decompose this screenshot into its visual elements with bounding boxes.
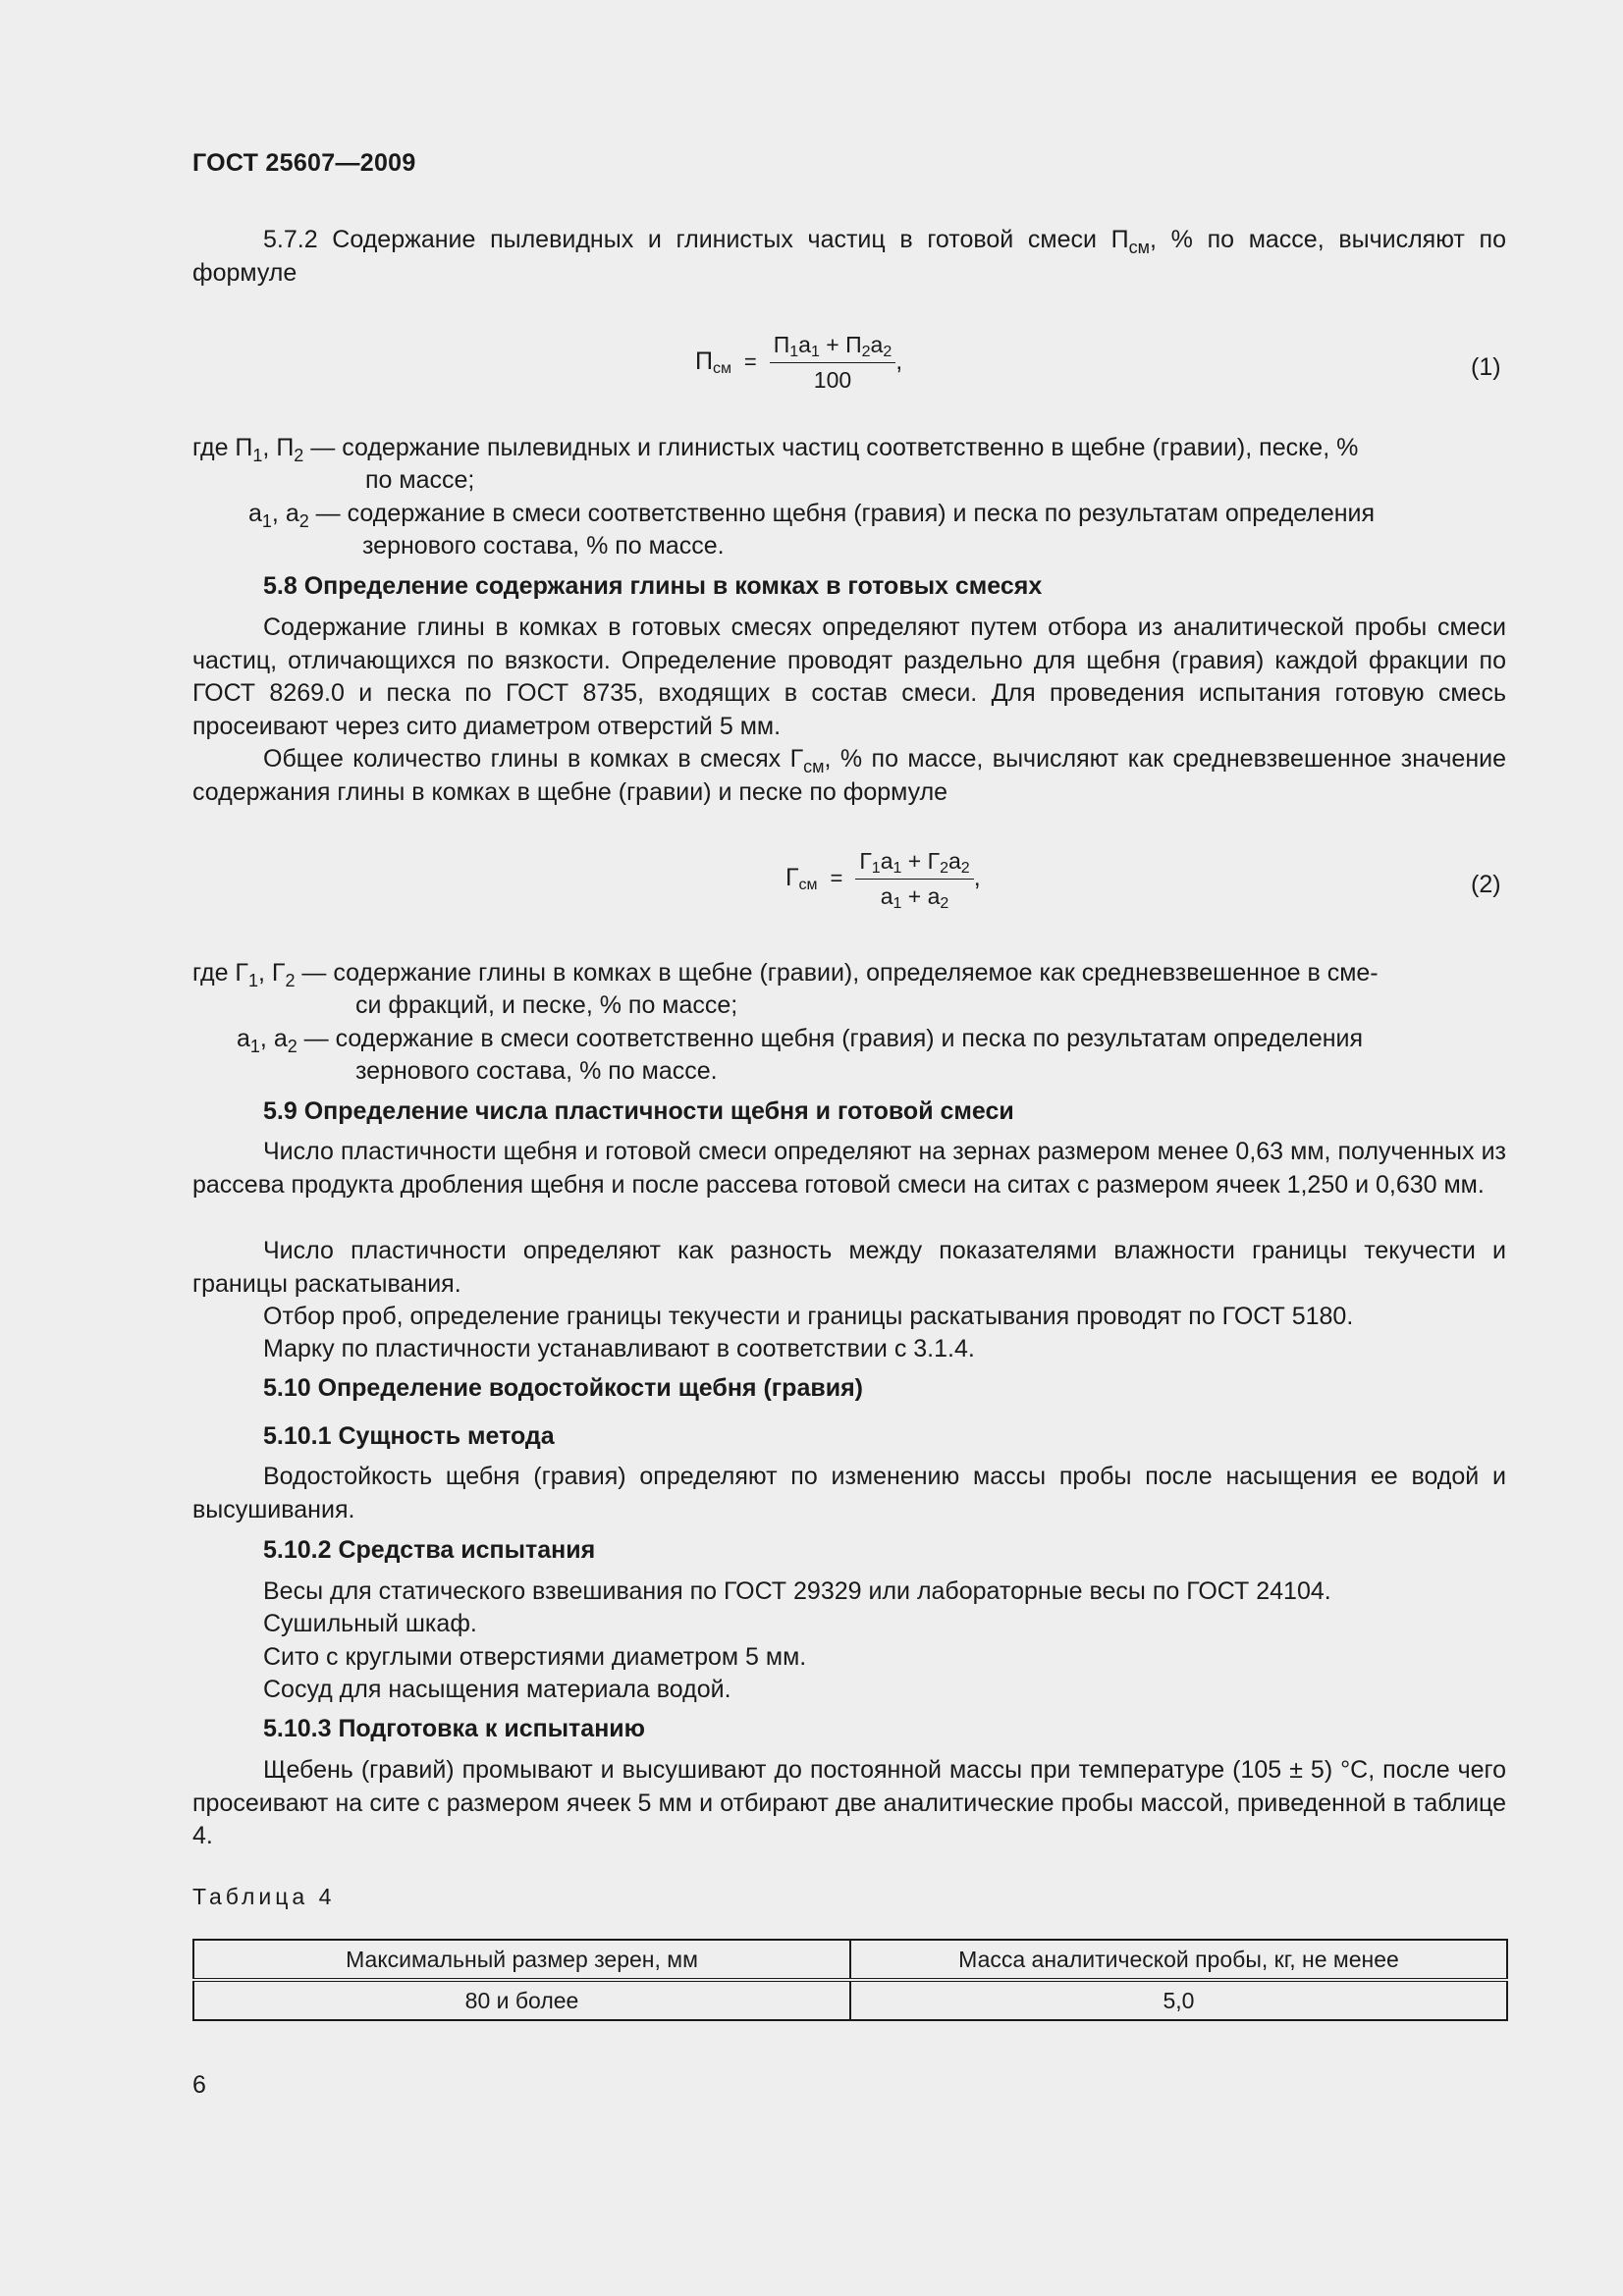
page-number: 6 (192, 2071, 206, 2099)
table-header-row (193, 1940, 1507, 1980)
paragraph-5-10-2-b: Сушильный шкаф. (263, 1610, 477, 1637)
where-1-line-2-cont: зернового состава, % по массе. (362, 532, 725, 560)
paragraph-5-9-3: Отбор проб, определение границы текучести и границы раскатывания проводят по ГОСТ 5180. (263, 1303, 1354, 1330)
heading-5-8: 5.8 Определение содержания глины в комках в готовых смесях (263, 572, 1043, 600)
table-row (193, 1980, 1507, 2020)
table-4 (192, 1939, 1508, 2021)
table-header-cell: Масса аналитической пробы, кг, не менее (850, 1940, 1507, 1980)
formula-1-fraction: $\frac{П_1а_1 + П_2а_2}{100}$ (770, 332, 896, 394)
where-2-line-2-cont: зернового состава, % по массе. (355, 1057, 718, 1085)
paragraph-5-9-4: Марку по пластичности устанавливают в соответствии с 3.1.4. (263, 1335, 975, 1362)
formula-1-number: (1) (1471, 353, 1501, 381)
where-2-line-1: где $Г_1$, $Г_2$ — содержание глины в комках в щебне (гравии), определяемое как средневзвешенное в сме- (192, 959, 1379, 990)
formula-2: $Г_{см}$ = $\frac{Г_1а_1 + Г_2а_2}{а_1 + а_2}$ , (785, 848, 981, 912)
paragraph-5-10-1: Водостойкость щебня (гравия) определяют по изменению массы пробы после насыщения ее водой и высушивания. (192, 1463, 1506, 1523)
heading-5-10: 5.10 Определение водостойкости щебня (гравия) (263, 1374, 864, 1402)
formula-2-number: (2) (1471, 871, 1501, 898)
paragraph-5-9-1: Число пластичности щебня и готовой смеси определяют на зернах размером менее 0,63 мм, полученных из рассева продукта дробления щебня и после рассева готовой смеси на ситах с размером ячеек 1,250 и 0,630 мм. (192, 1138, 1506, 1199)
heading-5-10-1: 5.10.1 Сущность метода (263, 1422, 555, 1450)
formula-2-fraction: $\frac{Г_1а_1 + Г_2а_2}{а_1 + а_2}$ (855, 848, 973, 910)
table-4-caption: Таблица 4 (192, 1884, 336, 1909)
paragraph-5-8-1: Содержание глины в комках в готовых смесях определяют путем отбора из аналитической пробы смеси частиц, отличающихся по вязкости. Определение проводят раздельно для щебня (гравия) каждой фракции по ГОСТ 8269.0 и песка по ГОСТ 8735, входящих в состав смеси. Для проведения испытания готовую смесь просеивают через сито диаметром отверстий 5 мм. (192, 614, 1506, 740)
paragraph-5-7-2: 5.7.2 Содержание пылевидных и глинистых частиц в готовой смеси $П_{см}$, % по массе, вычисляют по формуле (192, 226, 1506, 287)
paragraph-5-10-2-a: Весы для статического взвешивания по ГОСТ 29329 или лабораторные весы по ГОСТ 24104. (263, 1577, 1331, 1605)
where-2-line-1-cont: си фракций, и песке, % по массе; (355, 991, 738, 1019)
where-1-line-1: где $П_1$, $П_2$ — содержание пылевидных и глинистых частиц соответственно в щебне (гравии), песке, % (192, 434, 1359, 465)
table-header-cell: Максимальный размер зерен, мм (193, 1940, 850, 1980)
where-1-line-1-cont: по массе; (365, 466, 475, 494)
paragraph-5-10-2-c: Сито с круглыми отверстиями диаметром 5 мм. (263, 1643, 807, 1671)
heading-5-10-2: 5.10.2 Средства испытания (263, 1536, 596, 1564)
paragraph-5-10-3: Щебень (гравий) промывают и высушивают до постоянной массы при температуре (105 ± 5) °С, после чего просеивают на сите с размером ячеек 5 мм и отбирают две аналитические пробы массой, приведенной в таблице 4. (192, 1756, 1506, 1849)
paragraph-5-8-2: Общее количество глины в комках в смесях $Г_{см}$, % по массе, вычисляют как средневзвешенное значение содержания глины в комках в щебне (гравии) и песке по формуле (192, 745, 1506, 806)
where-1-line-2: $а_1$, $а_2$ — содержание в смеси соответственно щебня (гравия) и песка по результатам определения (248, 500, 1376, 531)
table-cell: 5,0 (850, 1980, 1507, 2020)
heading-5-9: 5.9 Определение числа пластичности щебня и готовой смеси (263, 1097, 1014, 1125)
paragraph-5-9-2: Число пластичности определяют как разность между показателями влажности границы текучести и границы раскатывания. (192, 1237, 1506, 1298)
formula-1: $П_{см}$ = $\frac{П_1а_1 + П_2а_2}{100}$ , (695, 332, 903, 393)
paragraph-5-10-2-d: Сосуд для насыщения материала водой. (263, 1676, 731, 1703)
heading-5-10-3: 5.10.3 Подготовка к испытанию (263, 1715, 646, 1742)
table-cell: 80 и более (193, 1980, 850, 2020)
where-2-line-2: $а_1$, $а_2$ — содержание в смеси соответственно щебня (гравия) и песка по результатам определения (237, 1025, 1364, 1056)
document-header: ГОСТ 25607—2009 (192, 149, 416, 177)
